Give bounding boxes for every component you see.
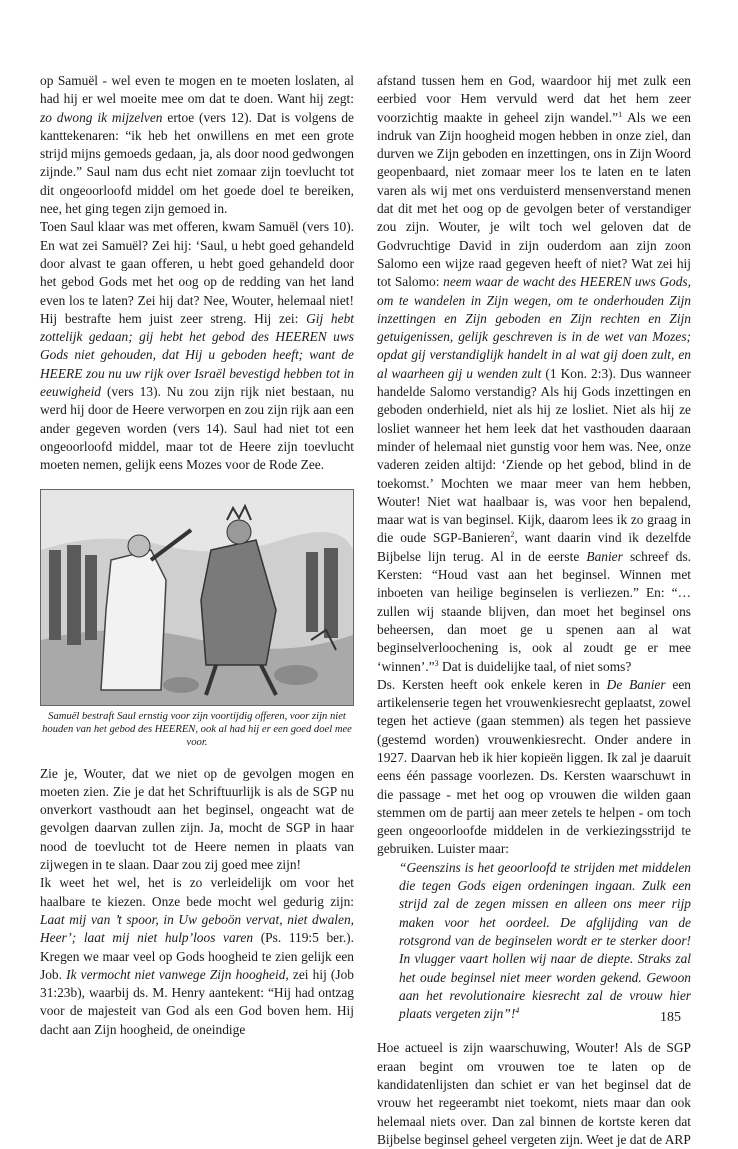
- text-run: Ik weet het wel, het is zo verleidelijk om voor het haalbare te kiezen. Onze bede mocht wel gedurig zijn:: [40, 875, 354, 909]
- paragraph: [377, 676, 691, 859]
- text-run: (1 Kon. 2:3). Dus wanneer handelde Salomo verstandig? Als hij Gods inzettingen en geboden onderhield, niet als hij ze losliet. Niet als hij ze losliet wanneer het hem leek dat het vasthouden daaraan minder of helemaal niet gunstig voor hem was. Nee, onze vaderen zeiden altijd: ‘Ziende op het gebod, blind in de toekomst.’ Mochten we maar meer van hem hebben, Wouter! Niet wat haalbaar is, was voor hen bepalend, maar wat is van beginsel. Kijk, daarom lees ik zo graag in die oude SGP-Banieren: [377, 365, 691, 546]
- italic-text: Gij hebt zottelijk gedaan; gij hebt het gebod des HEEREN uws Gods niet gehouden, dat Hij u geboden heeft; want de HEERE zou nu uw rijk over Israël bevestigd hebben tot in eeuwigheid: [40, 310, 354, 400]
- footnote-ref: 3: [434, 658, 439, 668]
- footnote-ref: 2: [510, 530, 515, 540]
- illustration-samuel-rebukes-saul: [40, 489, 354, 706]
- paragraph: [377, 1039, 691, 1149]
- italic-text: De Banier: [606, 676, 666, 692]
- text-run: , zei hij (Job 31:23b), waarbij ds. M. Henry aantekent: “Hij had ontzag voor de majesteit van God als een God boven hem. Hij dacht aan Zijn hoogheid, de oneindige: [40, 966, 354, 1037]
- paragraph: [377, 72, 691, 676]
- text-run: Toen Saul klaar was met offeren, kwam Samuël (vers 10). En wat zei Samuël? Zei hij: ‘Saul, u hebt goed gehandeld door alvast te gaan offeren, u hebt goed gehandeld door het gebod Gods met het oog op de redding van het land even los te laten? Zei hij dat? Nee, Wouter, helemaal niet! Hij bestrafte hem juist zeer streng. Hij zei:: [40, 219, 354, 326]
- right-column: [377, 72, 691, 1149]
- paragraph: [40, 72, 354, 218]
- italic-text: zo dwong ik mijzelven: [40, 109, 163, 125]
- text-run: schreef ds. Kersten: “Houd vast aan het beginsel. Winnen met inboeten van heilige beginselen is verliezen.” En: “…zullen wij staande blijven, dan moet het beginsel ons beheersen, dan moet ge u spenen aan al wat beginselverloochening is, ook al zoudt ge er mee ‘winnen’.”: [377, 548, 691, 674]
- figure: [40, 489, 354, 749]
- page-number: 185: [660, 1010, 681, 1025]
- text-run: ertoe (vers 12). Dat is volgens de kanttekenaren: “ik heb het onwillens en met een grote strijd mijns gemoeds gedaan, ja, als door nood gedwongen zijnde.” Saul nam dus echt niet zomaar zijn toevlucht tot dit ongeoorloofd middel om het goede doel te bereiken, nee, het ging tegen zijn gemoed in.: [40, 109, 354, 217]
- italic-text: neem waar de wacht des HEEREN uws Gods, om te wandelen in Zijn wegen, om te onderhouden Zijn inzettingen en Zijn geboden en Zijn rechten en Zijn getuigenissen, gelijk geschreven is in de wet van Mozes; opdat gij verstandiglijk handelt in al wat gij doen zult, en al waarheen gij u wenden zult: [377, 274, 691, 381]
- block-quote: [399, 859, 691, 1024]
- text-run: Als we een indruk van Zijn hoogheid mogen hebben in onze ziel, dan durven we Zijn geboden en inzettingen, ons in Zijn Woord geopenbaard, niet zomaar meer los te laten en te laten varen als wij met ons verduisterd mensenverstand menen dat dit met het oog op de gevolgen beter of verstandiger zou zijn. Wouter, je wilt toch wel geloven dat de Godvruchtige David in zijn ouderdom aan zijn zoon Salomo een wijze raad gegeven heeft of niet? Wat zei hij tot Salomo:: [377, 109, 692, 290]
- italic-text: Banier: [586, 548, 623, 564]
- italic-text: Ik vermocht niet vanwege Zijn hoogheid: [66, 966, 286, 982]
- left-column: [40, 72, 354, 1039]
- footnote-ref: 4: [515, 1006, 520, 1016]
- paragraph: [40, 765, 354, 875]
- text-run: Dat is duidelijke taal, of niet soms?: [438, 658, 632, 674]
- text-run: Hoe actueel is zijn waarschuwing, Wouter! Als de SGP eraan begint om vrouwen toe te laten op de kandidatenlijsten dan schiet er van het beginsel dat de vrouw het regeerambt niet toekomt, niets maar dan ook helemaal niets over. Dan zal binnen de kortste keren dat Bijbelse beginsel geheel vergeten zijn. Weet je dat de ARP: [377, 1040, 691, 1147]
- text-run: , want daarin vind ik dezelfde Bijbelse lijn terug. Al in de eerste: [377, 530, 691, 564]
- italic-text: Laat mij van ’t spoor, in Uw geboön vervat, niet dwalen, Heer’; laat mij niet hulp’loos varen: [40, 911, 354, 946]
- paragraph: [40, 218, 354, 474]
- text-run: Ds. Kersten heeft ook enkele keren in: [377, 676, 607, 692]
- text-run: (vers 13). Nu zou zijn rijk niet bestaan, nu werd hij door de Heere verworpen en zou zijn rijk aan een ander gegeven worden (vers 14). Saul had niet tot een ongeoorloofd middel, maar tot de Heere zijn toevlucht moeten nemen, gelijk eens Mozes voor de Rode Zee.: [40, 384, 354, 473]
- paragraph: [40, 874, 354, 1039]
- text-run: Zie je, Wouter, dat we niet op de gevolgen mogen en moeten zien. Zie je dat het Schriftuurlijk is als de SGP nu onverkort vasthoudt aan het beginsel, ongeacht wat de gevolgen daarvan zullen zijn. Ja, mocht de SGP in haar nood de toevlucht tot de Heere nemen in plaats van zijwegen in te slaan. Daar zou zij goed mee zijn!: [40, 765, 354, 873]
- text-run: een artikelenserie tegen het vrouwenkiesrecht geplaatst, zowel tegen het actieve (gaan stemmen) als tegen het passieve (gestemd worden) vrouwenkiesrecht. Onder andere in 1927. Daarvan heb ik hier kopieën liggen. Ik zal je daaruit eens één passage voorlezen. Ds. Kersten waarschuwt in die passage - met het oog op vrouwen die wilden gaan stemmen om de partij aan meer zetels te helpen - om toch geen ongeoorloofde middelen in de verkiezingsstrijd te gebruiken. Luister maar:: [377, 676, 691, 857]
- text-run: afstand tussen hem en God, waardoor hij met zulk een eerbied voor Hem vervuld werd dat het hem zeer voorzichtig maakte in geheel zijn wandel.”: [377, 73, 691, 125]
- text-run: (Ps. 119:5 ber.). Kregen we maar veel op Gods hoogheid te zien gelijk een Job.: [40, 930, 354, 982]
- footnote-ref: 1: [618, 109, 623, 119]
- figure-caption: Samuël bestraft Saul ernstig voor zijn voortijdig offeren, voor zijn niet houden van het gebod des HEEREN, ook al had hij er een goed doel mee voor.: [42, 710, 352, 748]
- text-run: “Geenszins is het geoorloofd te strijden met middelen die tegen Gods eigen ordeningen ingaan. Zulk een strijd zal de zegen missen en alleen ons meer rijp maken voor het oordeel. De afglijding van de rotsgrond van de beginselen wordt er te sterker door! In vlugger vaart hollen wij naar de diepte. Straks zal het oude beginsel niet meer worden gekend. Gewoon aan het revolutionaire kiesrecht zal de vrouw hier plaats vergeten zijn”!: [399, 859, 691, 1022]
- text-run: op Samuël - wel even te mogen en te moeten loslaten, al had hij er wel moeite mee om dat te doen. Want hij zegt:: [40, 73, 354, 107]
